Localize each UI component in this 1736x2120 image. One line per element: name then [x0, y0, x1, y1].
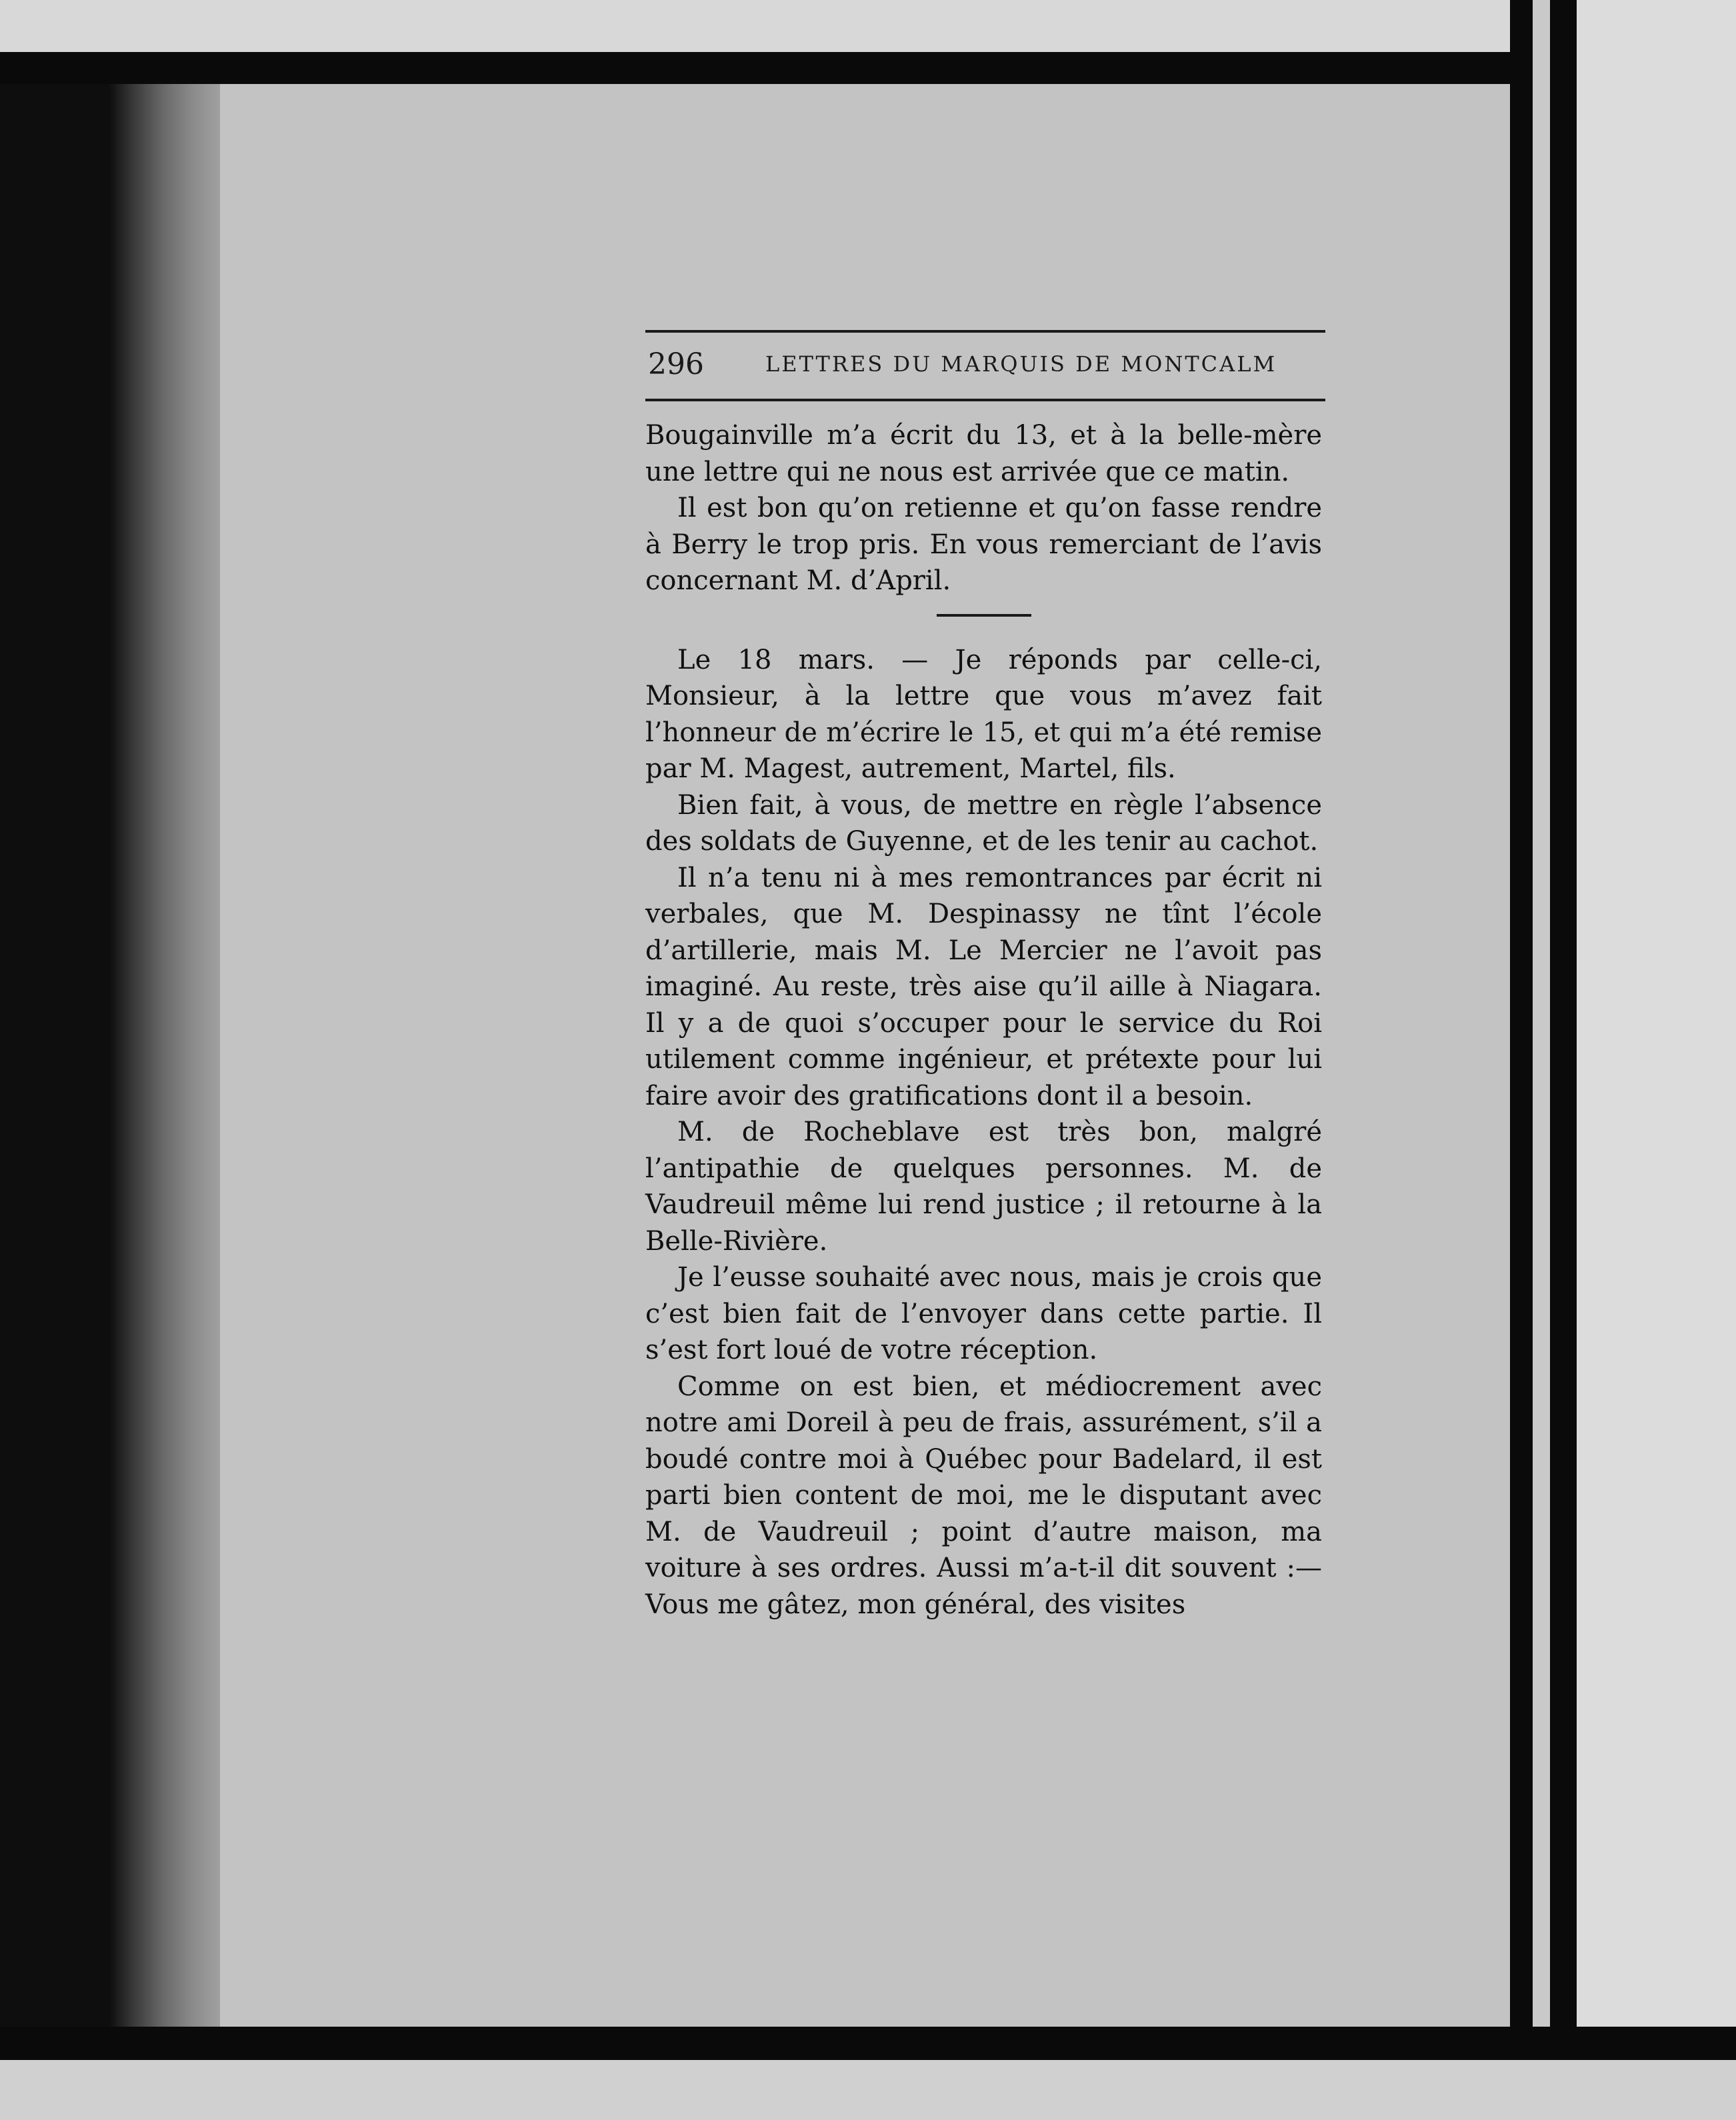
paragraph: Je l’eusse souhaité avec nous, mais je crois que c’est bien fait de l’envoyer dans cette partie. Il s’est fort loué de votre réception.: [645, 1262, 1322, 1365]
adjacent-page-edge: [1577, 0, 1736, 2120]
paragraph: M. de Rocheblave est très bon, malgré l’antipathie de quelques personnes. M. de Vaudreuil même lui rend justice ; il retourne à la Belle-Rivière.: [645, 1117, 1322, 1257]
header-rule-bottom: [645, 399, 1325, 401]
paragraph: Il n’a tenu ni à mes remontrances par écrit ni verbales, que M. Despinassy ne tînt l’école d’artillerie, mais M. Le Mercier ne l’avoit pas imaginé. Au reste, très aise qu’il aille à Niagara. Il y a de quoi s’occuper pour le service du Roi utilement comme ingénieur, et prétexte pour lui faire avoir des gratifications dont il a besoin.: [645, 862, 1322, 1111]
scan-right-bar-outer: [1550, 0, 1577, 2120]
paragraph: Bougainville m’a écrit du 13, et à la belle-mère une lettre qui ne nous est arrivée que ce matin.: [645, 420, 1322, 487]
page-header: [645, 330, 1325, 403]
scan-right-strip: [1530, 0, 1550, 2120]
paragraph: Bien fait, à vous, de mettre en règle l’absence des soldats de Guyenne, et de les tenir au cachot.: [645, 789, 1322, 857]
scan-top-bar: [0, 52, 1736, 84]
paragraph: Le 18 mars. — Je réponds par celle-ci, Monsieur, à la lettre que vous m’avez fait l’honneur de m’écrire le 15, et qui m’a été remise par M. Magest, autrement, Martel, fils.: [645, 644, 1322, 784]
scan-right-bar: [1510, 0, 1533, 2120]
header-rule-top: [645, 330, 1325, 333]
section-separator: [937, 614, 1031, 617]
scan-bottom-bar: [0, 2027, 1736, 2060]
scan-top-edge: [0, 0, 1736, 53]
paragraph: Il est bon qu’on retienne et qu’on fasse rendre à Berry le trop pris. En vous remerciant de l’avis concernant M. d’April.: [645, 493, 1322, 596]
body-text: [645, 417, 1322, 1623]
book-gutter-shadow: [110, 84, 230, 2027]
page-number: 296: [648, 347, 704, 381]
scan-bottom-edge: [0, 2060, 1736, 2120]
paragraph: Comme on est bien, et médiocrement avec notre ami Doreil à peu de frais, assurément, s’il a boudé contre moi à Québec pour Badelard, il est parti bien content de moi, me le disputant avec M. de Vaudreuil ; point d’autre maison, ma voiture à ses ordres. Aussi m’a-t-il dit souvent :— Vous me gâtez, mon général, des visites: [645, 1371, 1322, 1620]
running-title: LETTRES DU MARQUIS DE MONTCALM: [765, 351, 1277, 377]
